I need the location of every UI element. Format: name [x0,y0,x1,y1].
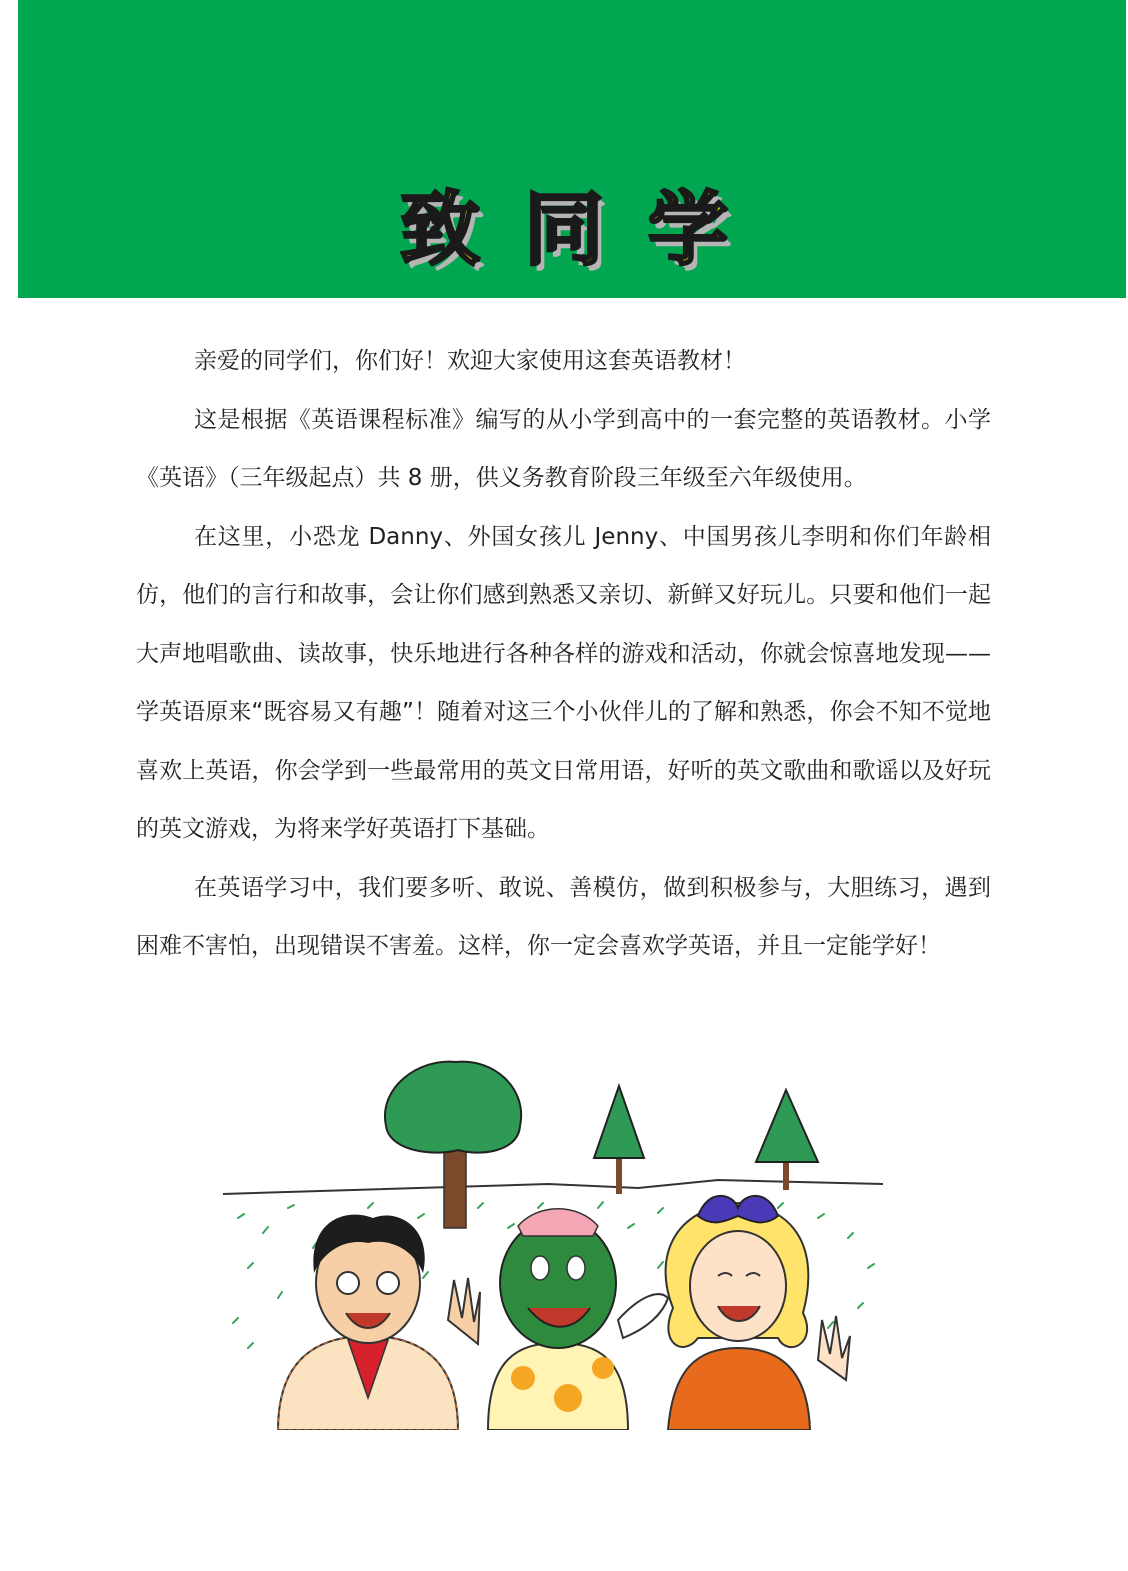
paragraph: 这是根据《英语课程标准》编写的从小学到高中的一套完整的英语教材。小学《英语》（三年级起点）共 8 册，供义务教育阶段三年级至六年级使用。 [136,406,991,491]
letter-body [136,332,991,976]
danny-character [488,1209,668,1430]
paragraph: 在这里，小恐龙 Danny、外国女孩儿 Jenny、中国男孩儿李明和你们年龄相仿，他们的言行和故事，会让你们感到熟悉又亲切、新鲜又好玩儿。只要和他们一起大声地唱歌曲、读故事，快乐地进行各种各样的游戏和活动，你就会惊喜地发现——学英语原来“既容易又有趣”！随着对这三个小伙伴儿的了解和熟悉，你会不知不觉地喜欢上英语，你会学到一些最常用的英文日常用语，好听的英文歌曲和歌谣以及好玩的英文游戏，为将来学好英语打下基础。 [136,523,991,842]
paragraph: 在英语学习中，我们要多听、敢说、善模仿，做到积极参与，大胆练习，遇到困难不害怕，出现错误不害羞。这样，你一定会喜欢学英语，并且一定能学好！ [136,874,991,959]
title-char: 致 [400,183,480,276]
title-char: 学 [648,183,728,276]
pine-tree-icon [594,1086,644,1194]
children-illustration [218,1058,893,1430]
pine-tree-icon [756,1090,818,1190]
paragraph: 亲爱的同学们，你们好！欢迎大家使用这套英语教材！ [194,348,746,374]
jenny-character [666,1196,850,1430]
li-ming-character [278,1215,480,1430]
page-title [0,180,1128,280]
tree-icon [385,1062,521,1228]
title-char: 同 [524,183,604,276]
